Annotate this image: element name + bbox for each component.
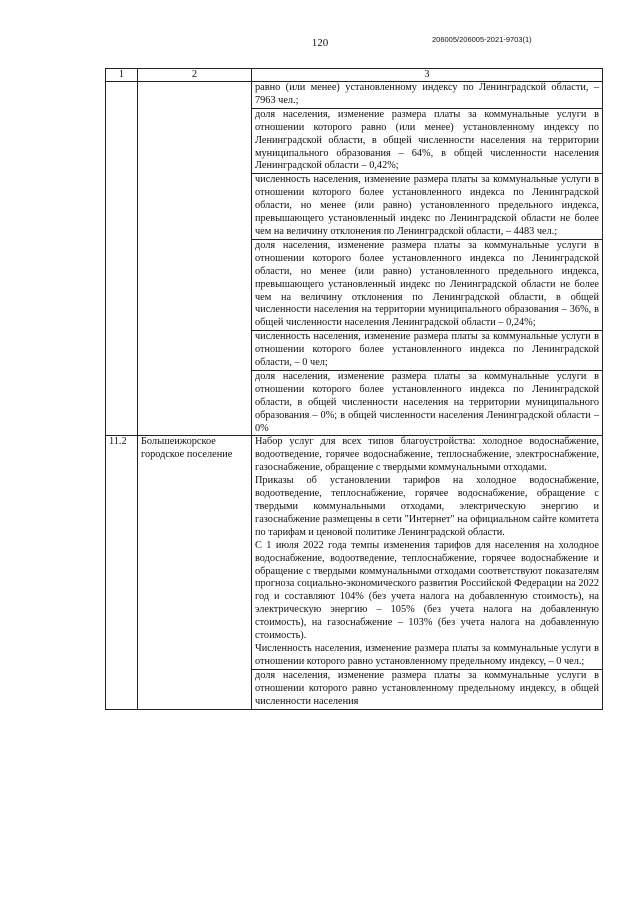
table-paragraph: доля населения, изменение размера платы за коммунальные услуги в отношении которого более установленного индекса по Ленинградской области, в общей численности населения на территории муниципального образования – 0%; в общей численности населения Ленинградской области – 0% — [255, 370, 599, 434]
table-paragraph: Набор услуг для всех типов благоустройства: холодное водоснабжение, водоотведение, горячее водоснабжение, теплоснабжение, электроснабжение, газоснабжение, обращение с твердыми коммунальными отходами. Приказы об установлении тарифов на холодное водоснабжение, водоотведение, теплоснабжение, горячее водоснабжение, обращение с твердыми коммунальными отходами, электрическую энергию и газоснабжение размещены в сети "Интернет" на официальном сайте комитета по тарифам и ценовой политике Ленинградской области. С 1 июля 2022 года темпы изменения тарифов для населения на холодное водоснабжение, водоотведение, теплоснабжение, горячее водоснабжение и обращение с твердыми коммунальными отходами соответствуют показателям прогноза социально-экономического развития Российской Федерации на 2022 год и составляют 104% (без учета налога на добавленную стоимость), на электрическую энергию – 105% (без учета налога на добавленную стоимость), на газоснабжение – 103% (без учета налога на добавленную стоимость). Численность населения, изменение размера платы за коммунальные услуги в отношении которого равно установленному предельному индексу, – 0 чел.; — [252, 436, 602, 669]
row-name-cell: Большеижорское городское поселение — [138, 436, 252, 709]
column-header-3: 3 — [252, 69, 603, 82]
table-paragraph: равно (или менее) установленному индексу по Ленинградской области, – 7963 чел.; — [252, 82, 602, 109]
table-paragraph: численность населения, изменение размера платы за коммунальные услуги в отношении которого более установленного индекса по Ленинградской области, но менее (или равно) установленного предельного индекса, превышающего установленный индекс по Ленинградской области не более чем на величину отклонения по Ленинградской области, – 4483 чел.; — [252, 174, 602, 240]
data-table — [105, 68, 603, 710]
table-paragraph: доля населения, изменение размера платы за коммунальные услуги в отношении которого равно установленному предельному индексу, в общей численности населения — [255, 669, 599, 707]
table-row — [106, 436, 603, 709]
row-number-cell — [106, 82, 138, 436]
row-content-cell — [252, 82, 603, 436]
table-header-row — [106, 69, 603, 82]
row-content-cell — [252, 436, 603, 709]
table-paragraph: доля населения, изменение размера платы за коммунальные услуги в отношении которого равно (или менее) установленному индексу по Ленинградской области, в общей численности населения на территории муниципального образования – 64%, в общей численности населения Ленинградской области – 0,42%; — [252, 109, 602, 175]
document-code: 206005/206005-2021-9703(1) — [432, 35, 532, 44]
column-header-2: 2 — [138, 69, 252, 82]
table-paragraph: доля населения, изменение размера платы за коммунальные услуги в отношении которого более установленного индекса по Ленинградской области, но менее (или равно) установленного предельного индекса, превышающего установленный индекс по Ленинградской области не более чем на величину отклонения по Ленинградской области, в общей численности населения на территории муниципального образования – 36%, в общей численности населения Ленинградской области – 0,24%; — [252, 240, 602, 331]
column-header-1: 1 — [106, 69, 138, 82]
page-number: 120 — [311, 37, 329, 49]
row-number-cell: 11.2 — [106, 436, 138, 709]
table-row — [106, 82, 603, 436]
row-name-cell — [138, 82, 252, 436]
table-paragraph: численность населения, изменение размера платы за коммунальные услуги в отношении которого более установленного индекса по Ленинградской области, – 0 чел; — [252, 331, 602, 371]
